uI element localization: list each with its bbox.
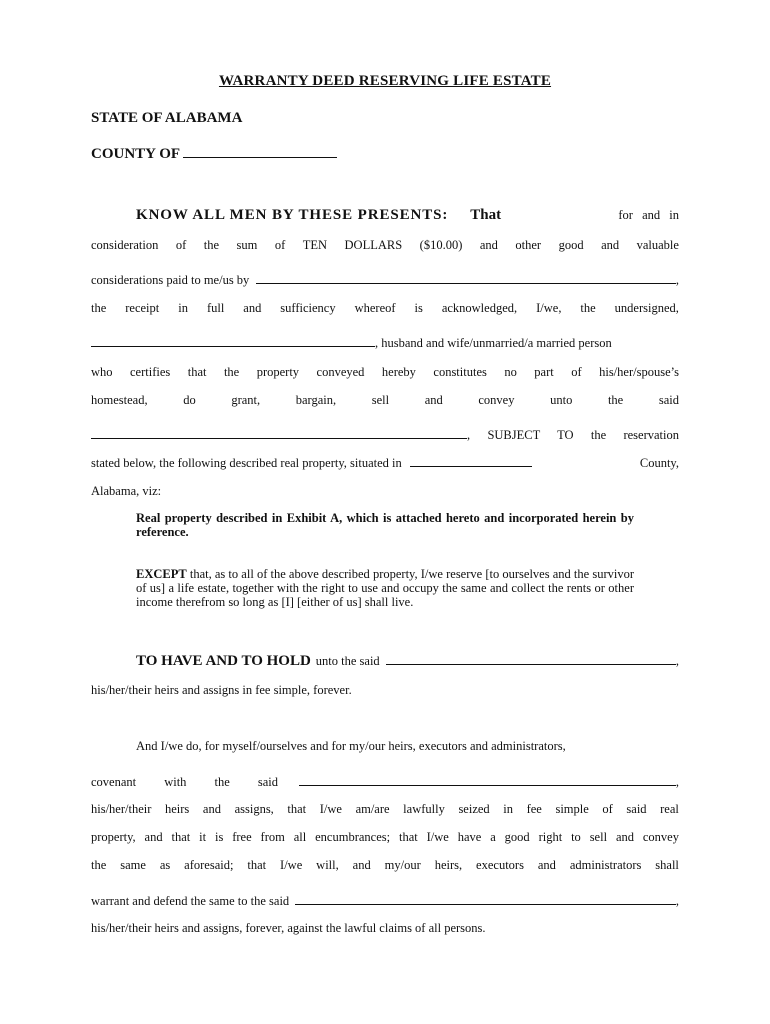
word: and	[352, 858, 371, 872]
county-label: COUNTY OF	[91, 146, 180, 162]
word: the	[214, 775, 230, 789]
grantee-line	[91, 426, 679, 443]
county-blank[interactable]	[183, 145, 337, 158]
word: as	[159, 858, 171, 872]
word: consideration	[91, 238, 159, 252]
word: valuable	[636, 238, 679, 252]
word: assigns,	[234, 802, 274, 816]
word: and	[601, 238, 620, 252]
word: said	[257, 775, 278, 789]
word: his/her/spouse’s	[599, 365, 679, 379]
covenant-words	[91, 774, 278, 790]
receipt-line	[91, 300, 679, 316]
considerations-paid-line	[91, 271, 679, 288]
word: property	[256, 365, 300, 379]
word: covenant	[91, 775, 137, 789]
word: heirs,	[434, 858, 463, 872]
word: shall	[655, 858, 679, 872]
word: certifies	[130, 365, 171, 379]
subject-to-text: , SUBJECT TO the reservation	[467, 428, 679, 442]
document-title: WARRANTY DEED RESERVING LIFE ESTATE	[218, 73, 552, 89]
situated-line	[91, 454, 679, 471]
word: executors	[476, 858, 524, 872]
word: real	[660, 802, 679, 816]
habendum-text: unto the said	[315, 654, 380, 668]
word: simple	[555, 802, 589, 816]
word: sufficiency	[280, 301, 336, 315]
consideration-line	[91, 237, 679, 253]
covenant-with-line	[91, 773, 679, 790]
word: the	[223, 365, 240, 379]
word: the	[91, 301, 107, 315]
word: and	[424, 393, 443, 407]
word: constitutes	[433, 365, 487, 379]
presents-lead: KNOW ALL MEN BY THESE PRESENTS:	[136, 207, 449, 223]
word: that	[247, 858, 267, 872]
comma: ,	[675, 273, 679, 287]
word: ($10.00)	[419, 238, 463, 252]
word: TEN	[302, 238, 328, 252]
word: hereby	[381, 365, 416, 379]
except-text: that, as to all of the above described property, I/we reserve [to ourselves and the survivor of us] a life estate, together with the right to use and occupy the same and collect the rents or other income therefrom so long as [I] [either of us] shall live.	[136, 567, 634, 609]
word: of	[571, 365, 582, 379]
warrant-defend-line	[91, 892, 679, 909]
except-clause	[136, 567, 634, 609]
word: said	[626, 802, 647, 816]
lawful-claims-line: his/her/their heirs and assigns, forever, against the lawful claims of all persons.	[91, 921, 486, 935]
county-heading	[91, 145, 337, 163]
covenant-intro-line: And I/we do, for myself/ourselves and for my/our heirs, executors and administrators,	[136, 739, 566, 753]
word: undersigned,	[614, 301, 679, 315]
covenant-grantee-blank[interactable]	[299, 773, 676, 786]
word: the	[203, 238, 220, 252]
word: and	[537, 858, 556, 872]
word: and	[202, 802, 221, 816]
word: lawfully	[403, 802, 445, 816]
state-heading: STATE OF ALABAMA	[91, 110, 243, 126]
aforesaid-line	[91, 857, 679, 873]
seized-line	[91, 801, 679, 817]
word: whereof	[354, 301, 396, 315]
word: receipt	[125, 301, 160, 315]
word: aforesaid;	[184, 858, 234, 872]
word: unto	[550, 393, 573, 407]
word: sum	[236, 238, 258, 252]
word: am/are	[355, 802, 390, 816]
alabama-viz: Alabama, viz:	[91, 484, 162, 498]
word: no	[504, 365, 517, 379]
word: homestead,	[91, 393, 148, 407]
word: and	[243, 301, 262, 315]
considerations-paid-text: considerations paid to me/us by	[91, 273, 250, 287]
word: the	[91, 858, 107, 872]
word: seized	[458, 802, 490, 816]
comma: ,	[675, 894, 679, 908]
word: part	[534, 365, 554, 379]
encumbrances-line: property, and that it is free from all encumbrances; that I/we have a good right to sell and convey	[91, 830, 679, 844]
except-lead: EXCEPT	[136, 567, 187, 581]
word: who	[91, 365, 113, 379]
habendum-lead: TO HAVE AND TO HOLD	[136, 653, 311, 669]
word: conveyed	[316, 365, 365, 379]
habendum-line	[136, 652, 679, 669]
comma: ,	[675, 654, 679, 668]
word: I/we	[280, 858, 303, 872]
word: grant,	[231, 393, 261, 407]
homestead-cert-line	[91, 364, 679, 380]
marital-status-text: , husband and wife/unmarried/a married person	[375, 336, 612, 350]
word: is	[414, 301, 423, 315]
situated-text: stated below, the following described real property, situated in	[91, 456, 402, 470]
word: with	[164, 775, 187, 789]
grantee-payer-blank[interactable]	[256, 271, 676, 284]
warrant-grantee-blank[interactable]	[295, 892, 676, 905]
word: said	[658, 393, 679, 407]
for-and-in: for and in	[618, 208, 679, 222]
warrant-defend-text: warrant and defend the same to the said	[91, 894, 290, 908]
word: the	[580, 301, 596, 315]
word: will,	[316, 858, 339, 872]
word: administrators	[569, 858, 642, 872]
presents-line	[136, 207, 679, 223]
word: and	[479, 238, 498, 252]
grantor-line	[91, 334, 679, 351]
grantor-name-blank[interactable]	[91, 334, 375, 347]
word: I/we,	[536, 301, 562, 315]
word: that	[287, 802, 307, 816]
word: do	[183, 393, 196, 407]
comma: ,	[675, 775, 679, 789]
word: his/her/their	[91, 802, 152, 816]
habendum-heirs-line: his/her/their heirs and assigns in fee simple, forever.	[91, 683, 352, 697]
grant-line	[91, 392, 679, 408]
property-county-blank[interactable]	[410, 454, 532, 467]
that-word: That	[470, 207, 502, 223]
word: acknowledged,	[441, 301, 518, 315]
word: convey	[478, 393, 515, 407]
county-word: County,	[639, 456, 679, 470]
word: of	[175, 238, 187, 252]
grantee-name-blank[interactable]	[91, 426, 467, 439]
word: that	[187, 365, 207, 379]
word: full	[206, 301, 225, 315]
word: other	[515, 238, 542, 252]
word: in	[503, 802, 513, 816]
word: the	[607, 393, 624, 407]
word: I/we	[319, 802, 342, 816]
word: fee	[526, 802, 542, 816]
word: of	[602, 802, 613, 816]
word: good	[558, 238, 584, 252]
word: my/our	[384, 858, 421, 872]
habendum-grantee-blank[interactable]	[386, 652, 676, 665]
word: same	[120, 858, 146, 872]
word: bargain,	[295, 393, 337, 407]
word: in	[178, 301, 188, 315]
word: DOLLARS	[344, 238, 403, 252]
word: heirs	[165, 802, 190, 816]
word: of	[274, 238, 286, 252]
word: sell	[371, 393, 390, 407]
exhibit-reference: Real property described in Exhibit A, which is attached hereto and incorporated herein by reference.	[136, 511, 634, 539]
